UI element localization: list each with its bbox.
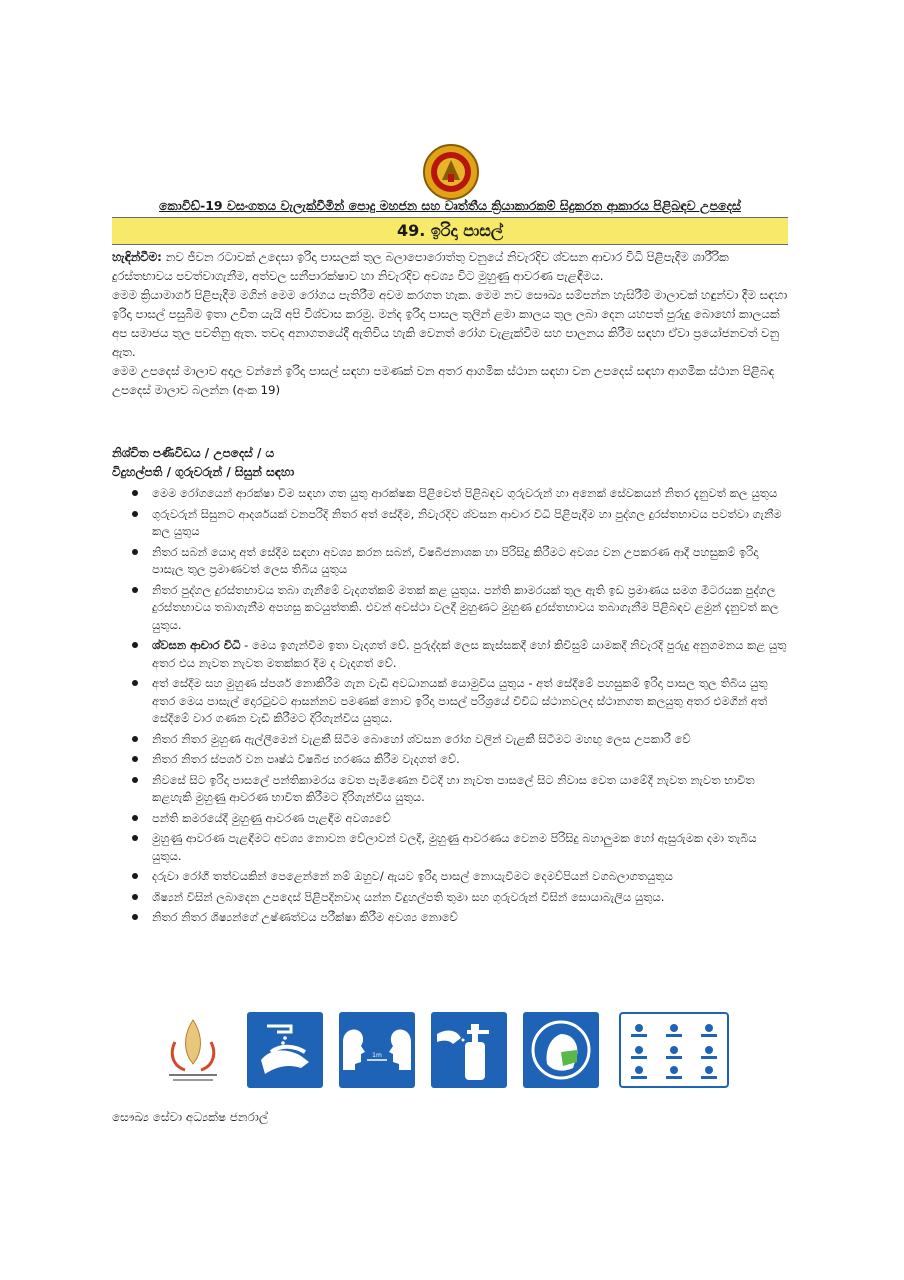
advice-item bbox=[112, 868, 788, 886]
advice-item bbox=[112, 582, 788, 635]
advice-list bbox=[112, 485, 788, 930]
advice-item bbox=[112, 810, 788, 828]
bullet-dot-icon bbox=[132, 894, 138, 900]
advice-item bbox=[112, 909, 788, 927]
advice-item-emphasis: ශ්වසන ආචාර විධි bbox=[152, 638, 241, 652]
intro-label: හැඳින්වීම: bbox=[112, 250, 162, 264]
social-distance-icon bbox=[339, 1012, 415, 1088]
advice-item bbox=[112, 731, 788, 749]
advice-item bbox=[112, 751, 788, 769]
bullet-dot-icon bbox=[132, 835, 138, 841]
classroom-distance-icon bbox=[619, 1012, 729, 1088]
advice-item-text: නිවසේ සිට ඉරිදා පාසලේ පන්තිකාමරය වෙත පැමිණෙන විටදී හා නැවත පාසලේ සිට නිවාස වෙත යාමේදී නැවත නැවත භාවිත කළහැකි මුහුණු ආවරණ භාවිත කිරීමට දිරිගැන්විය යුතුය. bbox=[152, 772, 755, 804]
advice-item-text: නිතර සබන් යොදා අත් සේදීම සඳහා අවශ්‍ය කරන සබන්, විෂබීජනාශක හා පිරිසිදු කිරීමට අවශ්‍ය වන උපකරණ ආදී පහසුකම් ඉරිදා පාසැල තුල ප්‍රමාණවත් ලෙස තිබිය යුතුය bbox=[152, 544, 759, 576]
signature-line: සෞඛ්‍ය සේවා අධ්‍යක්ෂ ජනරාල් bbox=[112, 1110, 269, 1124]
advice-item-text: නිතර නිතර ස්පර්ශ වන පෘෂ්ඨ විෂබීජ හරණය කිරීම වැදගත් වේ. bbox=[152, 752, 460, 766]
bullet-dot-icon bbox=[132, 490, 138, 496]
intro-text-1: නව ජීවන රටාවක් උදෙසා ඉරිදා පාසලක් තුල බලාපොරොත්තු වනුයේ නිවැරදිව ශ්වසන ආචාර විධි පිළිපැදීම ශාරීරික දුරස්තභාවය පවත්වාගැනීම, අත්වල සනීපාරක්ෂාව හා නිවැරදිව අවශ්‍ය විට මුහුණු ආවරණ පැළඳීමය. bbox=[112, 250, 729, 283]
bullet-dot-icon bbox=[132, 777, 138, 783]
bullet-dot-icon bbox=[132, 756, 138, 762]
bullet-dot-icon bbox=[132, 549, 138, 555]
hand-washing-icon bbox=[247, 1012, 323, 1088]
advice-item-text: ගුරුවරුන් සිසුනට ආදර්ශයක් වනපරිදි නිතර අත් සේදීම, නිවැරදිව ශ්වසන ආචාර විධි පිළිපැදීම හා පුද්ගල දුරස්තභාවය පවත්වා ගැනීම කල යුතුය bbox=[152, 506, 782, 538]
bullet-dot-icon bbox=[132, 680, 138, 686]
advice-item bbox=[112, 772, 788, 807]
sri-lanka-emblem-icon bbox=[422, 142, 480, 202]
advice-item-text: මුහුණු ආවරණ පැළඳීමට අවශ්‍ය නොවන වේලාවන් වලදී, මුහුණු ආවරණය වෙනම පිරිසිදු බහාලුමක හෝ ඇසුරුමක දමා තැබිය යුතුය. bbox=[152, 831, 757, 863]
praying-hands-logo-icon bbox=[155, 1012, 231, 1088]
specific-message-heading: නිශ්චිත පණිවිඩය / උපදෙස් / ය bbox=[112, 446, 275, 460]
intro-section bbox=[112, 248, 788, 400]
face-mask-icon bbox=[523, 1012, 599, 1088]
intro-paragraph-2: මෙම ක්‍රියාමාර්ග පිළිපැදීම මගින් මෙම රෝගය පැතිරීම අවම කරගත හැක. මෙම නව සෞඛ්‍ය සම්පන්න හැසිරීම් මාලාවක් හඳුන්වා දීම සඳහා ඉරිදා පාසල් පසුබිම ඉතා උචිත යැයි අපි විශ්වාස කරමු. මන්ද ඉරිදා පාසල තුලින් ළමා කාලය තුල ලබා දෙන යහපත් පුරුදු බොහෝ කාලයක් අප සමාජය තුල පවතිනු ඇත. තවද අනාගතයේදී ඇතිවිය හැකි වෙනත් රෝග වැළැක්වීම සහ පාලනය කිරීම සඳහා ඒවා ප්‍රයෝජනවත් වනු ඇත. bbox=[112, 288, 788, 359]
audience-heading: විදුහල්පති / ගුරුවරුන් / සිසුන් සඳහා bbox=[112, 465, 295, 479]
advice-item bbox=[112, 544, 788, 579]
advice-item-text: නිතර නිතර මුහුණ ඇල්ලීමෙන් වැළකී සිටීම බොහෝ ශ්වසන රෝග වලින් වැළකී සිටීමට මහඟු ලෙස උපකාරී වේ bbox=[152, 731, 691, 746]
advice-item bbox=[112, 675, 788, 728]
icon-strip bbox=[155, 1012, 795, 1088]
bullet-dot-icon bbox=[132, 815, 138, 821]
svg-text:1m: 1m bbox=[372, 1052, 382, 1059]
advice-item-text: - මෙය ඉගැන්වීම ඉතා වැදගත් වේ. පුරුද්දක් ලෙස කැස්සකදී හෝ කිවිසුම් යාමකදී නිවැරදි පුරුදු අනුගමනය කළ යුතු අතර එය නැවත නැවත මතක්කර දීම ද වැදගත් වේ. bbox=[152, 638, 787, 670]
advice-item-text: ශිෂ්‍යන් විසින් ලබාදෙන උපදෙස් පිළිපදිනවාද යන්න විදුහල්පති තුමා සහ ගුරුවරුන් විසින් සොයාබැලිය යුතුය. bbox=[152, 889, 665, 904]
advice-item-text: නිතර නිතර ශිෂ්‍යන්ගේ උෂ්ණත්වය පරීක්ෂා කිරීම අවශ්‍ය නොවේ bbox=[152, 910, 458, 924]
advice-item-text: පන්ති කමරයේදී මුහුණු ආවරණ පැළඳීම අවශ්‍යවේ bbox=[152, 810, 391, 825]
intro-paragraph-1 bbox=[112, 248, 788, 286]
advice-item bbox=[112, 637, 788, 672]
advice-item-text: අත් සේදීම සහ මුහුණ ස්පර්ශ නොකිරීම ගැන වැඩි අවධානයක් යොමුවිය යුතුය - අත් සේදීමේ පහසුකම් ඉරිදා පාසල තුල තිබිය යුතු අතර මෙය පාසැල් දොරටුවට ආසන්නව පමණක් නොව ඉරිදා පාසල් පරිශ්‍රයේ විවිධ ස්ථානවලද ස්ථානගත කලයුතු අතර එමගින් අත් සේදීමේ වාර ගණන වැඩි කිරීමට දිරිගැන්විය යුතුය. bbox=[152, 676, 768, 725]
advice-item-text: දරුවා රෝගී තත්වයකින් පෙළෙන්නේ නම් ඔහුව/ ඇයව ඉරිදා පාසල් නොයැවීමට දෙමව්පියන් වගබලාගතයුතුය bbox=[152, 869, 673, 883]
bullet-dot-icon bbox=[132, 642, 138, 648]
bullet-dot-icon bbox=[132, 736, 138, 742]
bullet-dot-icon bbox=[132, 873, 138, 879]
advice-item-text: මෙම රෝගයෙන් ආරක්ෂා වීම සඳහා ගත යුතු ආරක්ෂක පිළිවෙත් පිළිබඳව ගුරුවරුන් හා අනෙක් සේවකයන් නිතර දැනුවත් කල යුතුය bbox=[152, 486, 778, 500]
advice-item bbox=[112, 485, 788, 503]
hand-sanitizer-icon bbox=[431, 1012, 507, 1088]
advice-item bbox=[112, 889, 788, 907]
intro-paragraph-3: මෙම උපදෙස් මාලාව අදාල වන්නේ ඉරිදා පාසල් සඳහා පමණක් වන අතර ආගමික ස්ථාන සඳහා වන උපදෙස් සඳහා ආගමික ස්ථාන පිළිබඳ උපදෙස් මාලාව බලන්න (අංක 19) bbox=[112, 364, 775, 397]
ministry-header: කොවිඩ්-19 වසංගතය වැලැක්වීමින් පොදු මහජන සහ වෘත්තීය ක්‍රියාකාරකම් සිදුකරන ආකාරය පිළිබඳව උපදෙස් bbox=[158, 198, 742, 213]
bullet-dot-icon bbox=[132, 511, 138, 517]
bullet-dot-icon bbox=[132, 914, 138, 920]
advice-item-text: නිතර පුද්ගල දුරස්තභාවය තබා ගැනීමේ වැදගත්කම් මතක් කළ යුතුය. පන්ති කාමරයක් තුල ඇති ඉඩ ප්‍රමාණය සමග මීටරයක පුද්ගල දුරස්තභාවය තබාගැනීම අපහසු කටයුත්තකි. එවන් අවස්ථා වලදී මුහුණට මුහුණ දුරස්තභාවය තබාගැනීම පිළිබඳව ළමුන් දැනුවත් කල යුතුය. bbox=[152, 582, 779, 632]
bullet-dot-icon bbox=[132, 587, 138, 593]
document-title: 49. ඉරිදා පාසල් bbox=[112, 217, 788, 245]
advice-item bbox=[112, 506, 788, 541]
advice-item bbox=[112, 830, 788, 865]
